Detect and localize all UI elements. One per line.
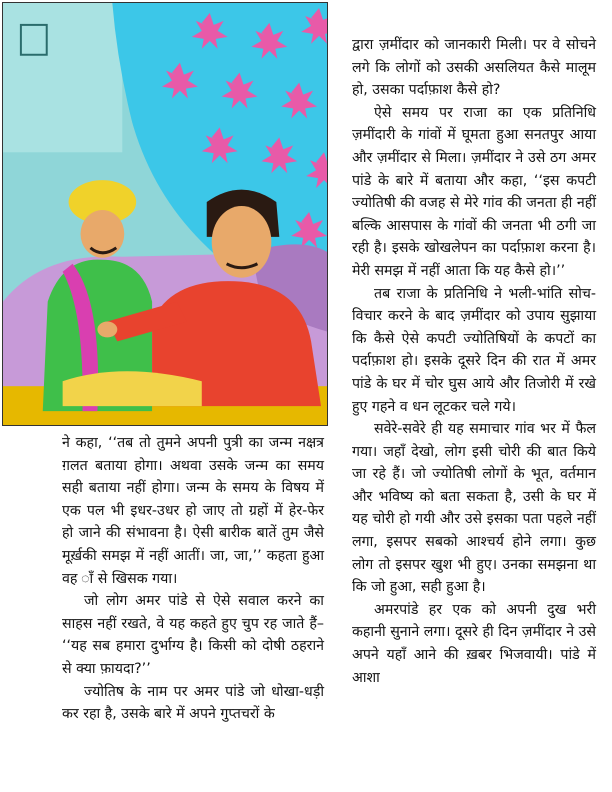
right-paragraph-3: तब राजा के प्रतिनिधि ने भली-भांति सोच-विचार करने के बाद ज़मींदार को उपाय सुझाया कि कैसे ऐसे कपटी ज्योतिषियों के कपटों का पर्दाफ़ाश हो। इसके दूसरे दिन की रात में अमर पांडे के घर में चोर घुस आये और तिजोरी में रखे हुए गहने व धन लूटकर चले गये। (352, 285, 596, 415)
right-paragraph-5: अमरपांडे हर एक को अपनी दुख भरी कहानी सुनाने लगा। दूसरे ही दिन ज़मींदार ने उसे अपने यहाँ आने की ख़बर भिजवायी। पांडे में आशा (352, 601, 596, 686)
left-text-column (62, 432, 324, 726)
story-illustration (2, 2, 328, 426)
right-text-column (352, 34, 596, 689)
left-paragraph-2: जो लोग अमर पांडे से ऐसे सवाल करने का साहस नहीं रखते, वे यह कहते हुए चुप रह जाते हैं– ‘‘यह सब हमारा दुर्भाग्य है। किसी को दोषी ठहराने से क्या फ़ायदा?’’ (62, 593, 324, 677)
left-paragraph-1: ने कहा, ‘‘तब तो तुमने अपनी पुत्री का जन्म नक्षत्र ग़लत बताया होगा। अथवा उसके जन्म का समय सही बताया नहीं होगा। जन्म के समय के विषय में एक पल भी इधर-उधर हो जाए तो ग्रहों में हेर-फेर हो जाने की संभावना है। ऐसी बारीक बातें तुम जैसे मूर्ख़की समझ में नहीं आतीं। जा, जा,’’ कहता हुआ वह ाँ से खिसक गया। (62, 435, 324, 587)
right-paragraph-2: ऐसे समय पर राजा का एक प्रतिनिधि ज़मींदारी के गांवों में घूमता हुआ सनतपुर आया और ज़मींदार से मिला। ज़मींदार ने उसे ठग अमर पांडे के बारे में बताया और कहा, ‘‘इस कपटी ज्योतिषी की वजह से मेरे गांव की जनता ही नहीं बल्कि आसपास के गांवों की जनता भी ठगी जा रही है। इसके खोखलेपन का पर्दाफ़ाश करना है। मेरी समझ में नहीं आता कि यह कैसे हो।’’ (352, 104, 596, 279)
right-paragraph-1: द्वारा ज़मींदार को जानकारी मिली। पर वे सोचने लगे कि लोगों को उसकी असलियत कैसे मालूम हो, उसका पर्दाफ़ाश कैसे हो? (352, 37, 596, 99)
illustration-scene (3, 3, 327, 425)
right-figure-hand (97, 321, 117, 337)
left-figure-face (81, 210, 125, 258)
right-paragraph-4: सवेरे-सवेरे ही यह समाचार गांव भर में फैल गया। जहाँ देखो, लोग इसी चोरी की बात किये जा रहे हैं। जो ज्योतिषी लोगों के भूत, वर्तमान और भविष्य को बता सकता है, उसी के घर में यह चोरी हो गयी और उसे इसका पता पहले नहीं लगा, इसपर सबको आश्चर्य होने लगा। कुछ लोग तो इसपर खुश भी हुए। उनका समझना था कि जो हुआ, सही हुआ है। (352, 421, 596, 596)
left-paragraph-3: ज्योतिष के नाम पर अमर पांडे जो धोखा-धड़ी कर रहा है, उसके बारे में अपने गुप्तचरों के (62, 683, 324, 723)
